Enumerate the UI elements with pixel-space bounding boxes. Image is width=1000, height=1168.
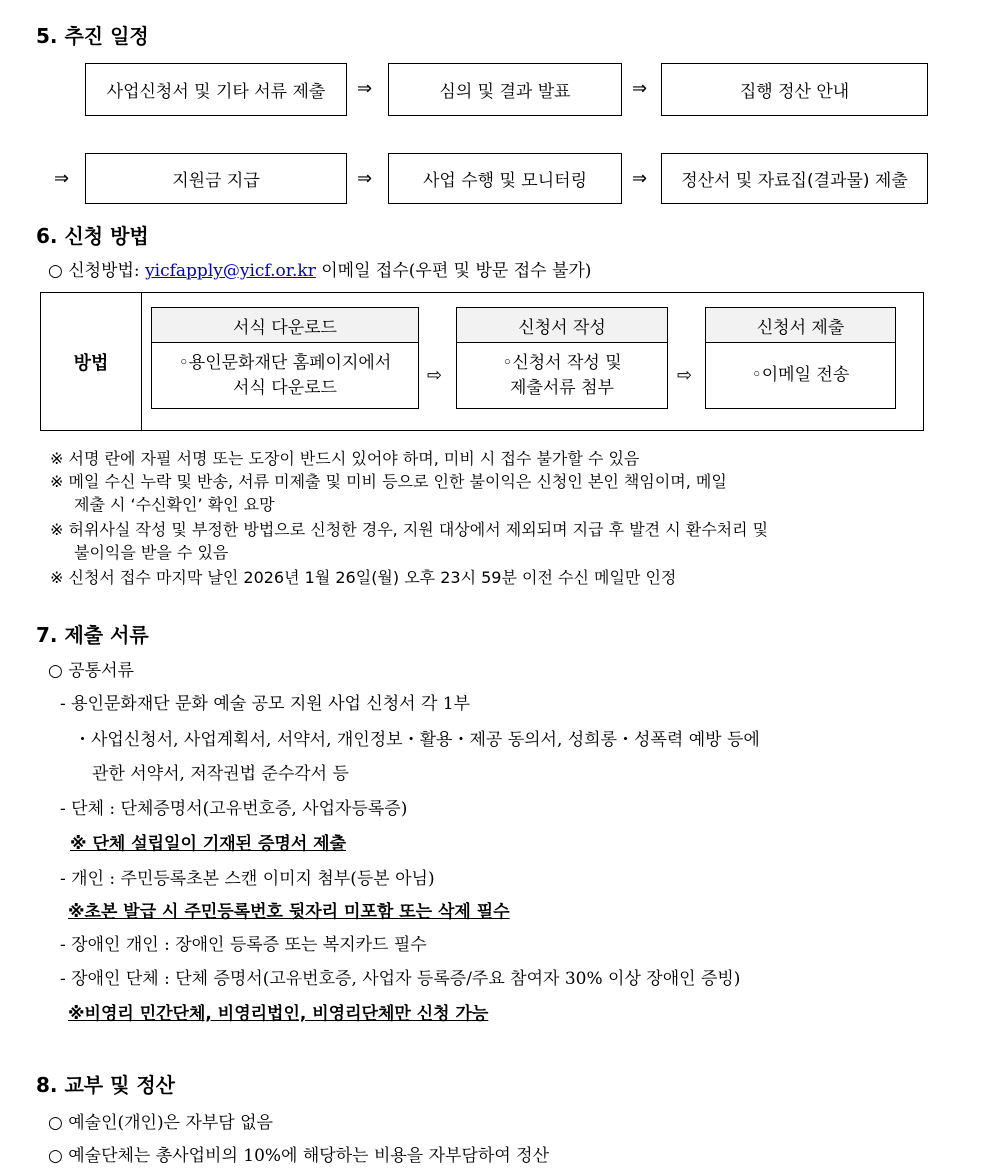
doc-line: - 단체 : 단체증명서(고유번호증, 사업자등록증) [60,799,408,819]
arrow-icon: ⇒ [632,168,648,189]
schedule-step-2: 심의 및 결과 발표 [388,63,622,116]
doc-note: ※초본 발급 시 주민등록번호 뒷자리 미포함 또는 삭제 필수 [68,902,510,922]
note-3: ※ 허위사실 작성 및 부정한 방법으로 신청한 경우, 지원 대상에서 제외되며 지급 후 발견 시 환수처리 및 [50,520,769,539]
note-3-cont: 불이익을 받을 수 있음 [74,543,229,562]
doc-line: ・사업신청서, 사업계획서, 서약서, 개인정보・활용・제공 동의서, 성희롱・성폭력 예방 등에 [74,730,760,750]
step-body-line1: ◦신청서 작성 및 [502,352,622,373]
method-line [48,256,591,281]
step-body-line1: ◦용인문화재단 홈페이지에서 [178,352,392,373]
step-body [706,343,895,408]
note-2: ※ 메일 수신 누락 및 반송, 서류 미제출 및 미비 등으로 인한 불이익은 신청인 본인 책임이며, 메일 [50,472,727,491]
section-6-title: 6. 신청 방법 [36,224,149,248]
step-head: 서식 다운로드 [152,308,418,343]
step-body [457,343,667,408]
step-body-line2: 제출서류 첨부 [510,377,614,398]
section-7-title: 7. 제출 서류 [36,623,149,647]
method-step-write [456,307,668,409]
step-head: 신청서 제출 [706,308,895,343]
method-step-download [151,307,419,409]
step-body-line2: 서식 다운로드 [233,377,337,398]
section-5-title: 5. 추진 일정 [36,24,149,48]
method-suffix: 이메일 접수(우편 및 방문 접수 불가) [315,261,592,281]
schedule-step-6: 정산서 및 자료집(결과물) 제출 [661,153,928,204]
step-body [152,343,418,408]
arrow-icon: ⇒ [357,168,373,189]
common-docs: ○ 공통서류 [48,661,134,681]
doc-note: ※ 단체 설립일이 기재된 증명서 제출 [70,834,347,854]
doc-line: - 개인 : 주민등록초본 스캔 이미지 첨부(등본 아님) [60,869,435,889]
arrow-icon: ⇒ [632,78,648,99]
doc-line: 관한 서약서, 저작권법 준수각서 등 [92,764,349,784]
right-arrow-icon: ⇨ [427,365,443,386]
step-body-line1: ◦이메일 전송 [751,365,850,385]
method-prefix: ○ 신청방법: [48,261,146,281]
doc-line: - 용인문화재단 문화 예술 공모 지원 사업 신청서 각 1부 [60,694,471,714]
grant-line: ○ 예술인(개인)은 자부담 없음 [48,1113,273,1133]
note-4: ※ 신청서 접수 마지막 날인 2026년 1월 26일(월) 오후 23시 59분 이전 수신 메일만 인정 [50,568,677,587]
arrow-icon: ⇒ [54,168,70,189]
email-link[interactable]: yicfapply@yicf.or.kr [145,261,316,281]
schedule-step-3: 집행 정산 안내 [661,63,928,116]
section-8-title: 8. 교부 및 정산 [36,1073,176,1097]
note-2-cont: 제출 시 ‘수신확인’ 확인 요망 [74,495,275,514]
arrow-icon: ⇒ [357,78,373,99]
schedule-step-1: 사업신청서 및 기타 서류 제출 [85,63,347,116]
note-1: ※ 서명 란에 자필 서명 또는 도장이 반드시 있어야 하며, 미비 시 접수 불가할 수 있음 [50,449,640,468]
grant-line: ○ 예술단체는 총사업비의 10%에 해당하는 비용을 자부담하여 정산 [48,1146,549,1166]
method-step-submit [705,307,896,409]
doc-line: - 장애인 개인 : 장애인 등록증 또는 복지카드 필수 [60,935,427,955]
schedule-step-5: 사업 수행 및 모니터링 [388,153,622,204]
right-arrow-icon: ⇨ [677,365,693,386]
schedule-step-4: 지원금 지급 [85,153,347,204]
step-head: 신청서 작성 [457,308,667,343]
method-table-label: 방법 [41,293,142,430]
doc-line: - 장애인 단체 : 단체 증명서(고유번호증, 사업자 등록증/주요 참여자 30% 이상 장애인 증빙) [60,969,741,989]
doc-note: ※비영리 민간단체, 비영리법인, 비영리단체만 신청 가능 [68,1004,489,1024]
